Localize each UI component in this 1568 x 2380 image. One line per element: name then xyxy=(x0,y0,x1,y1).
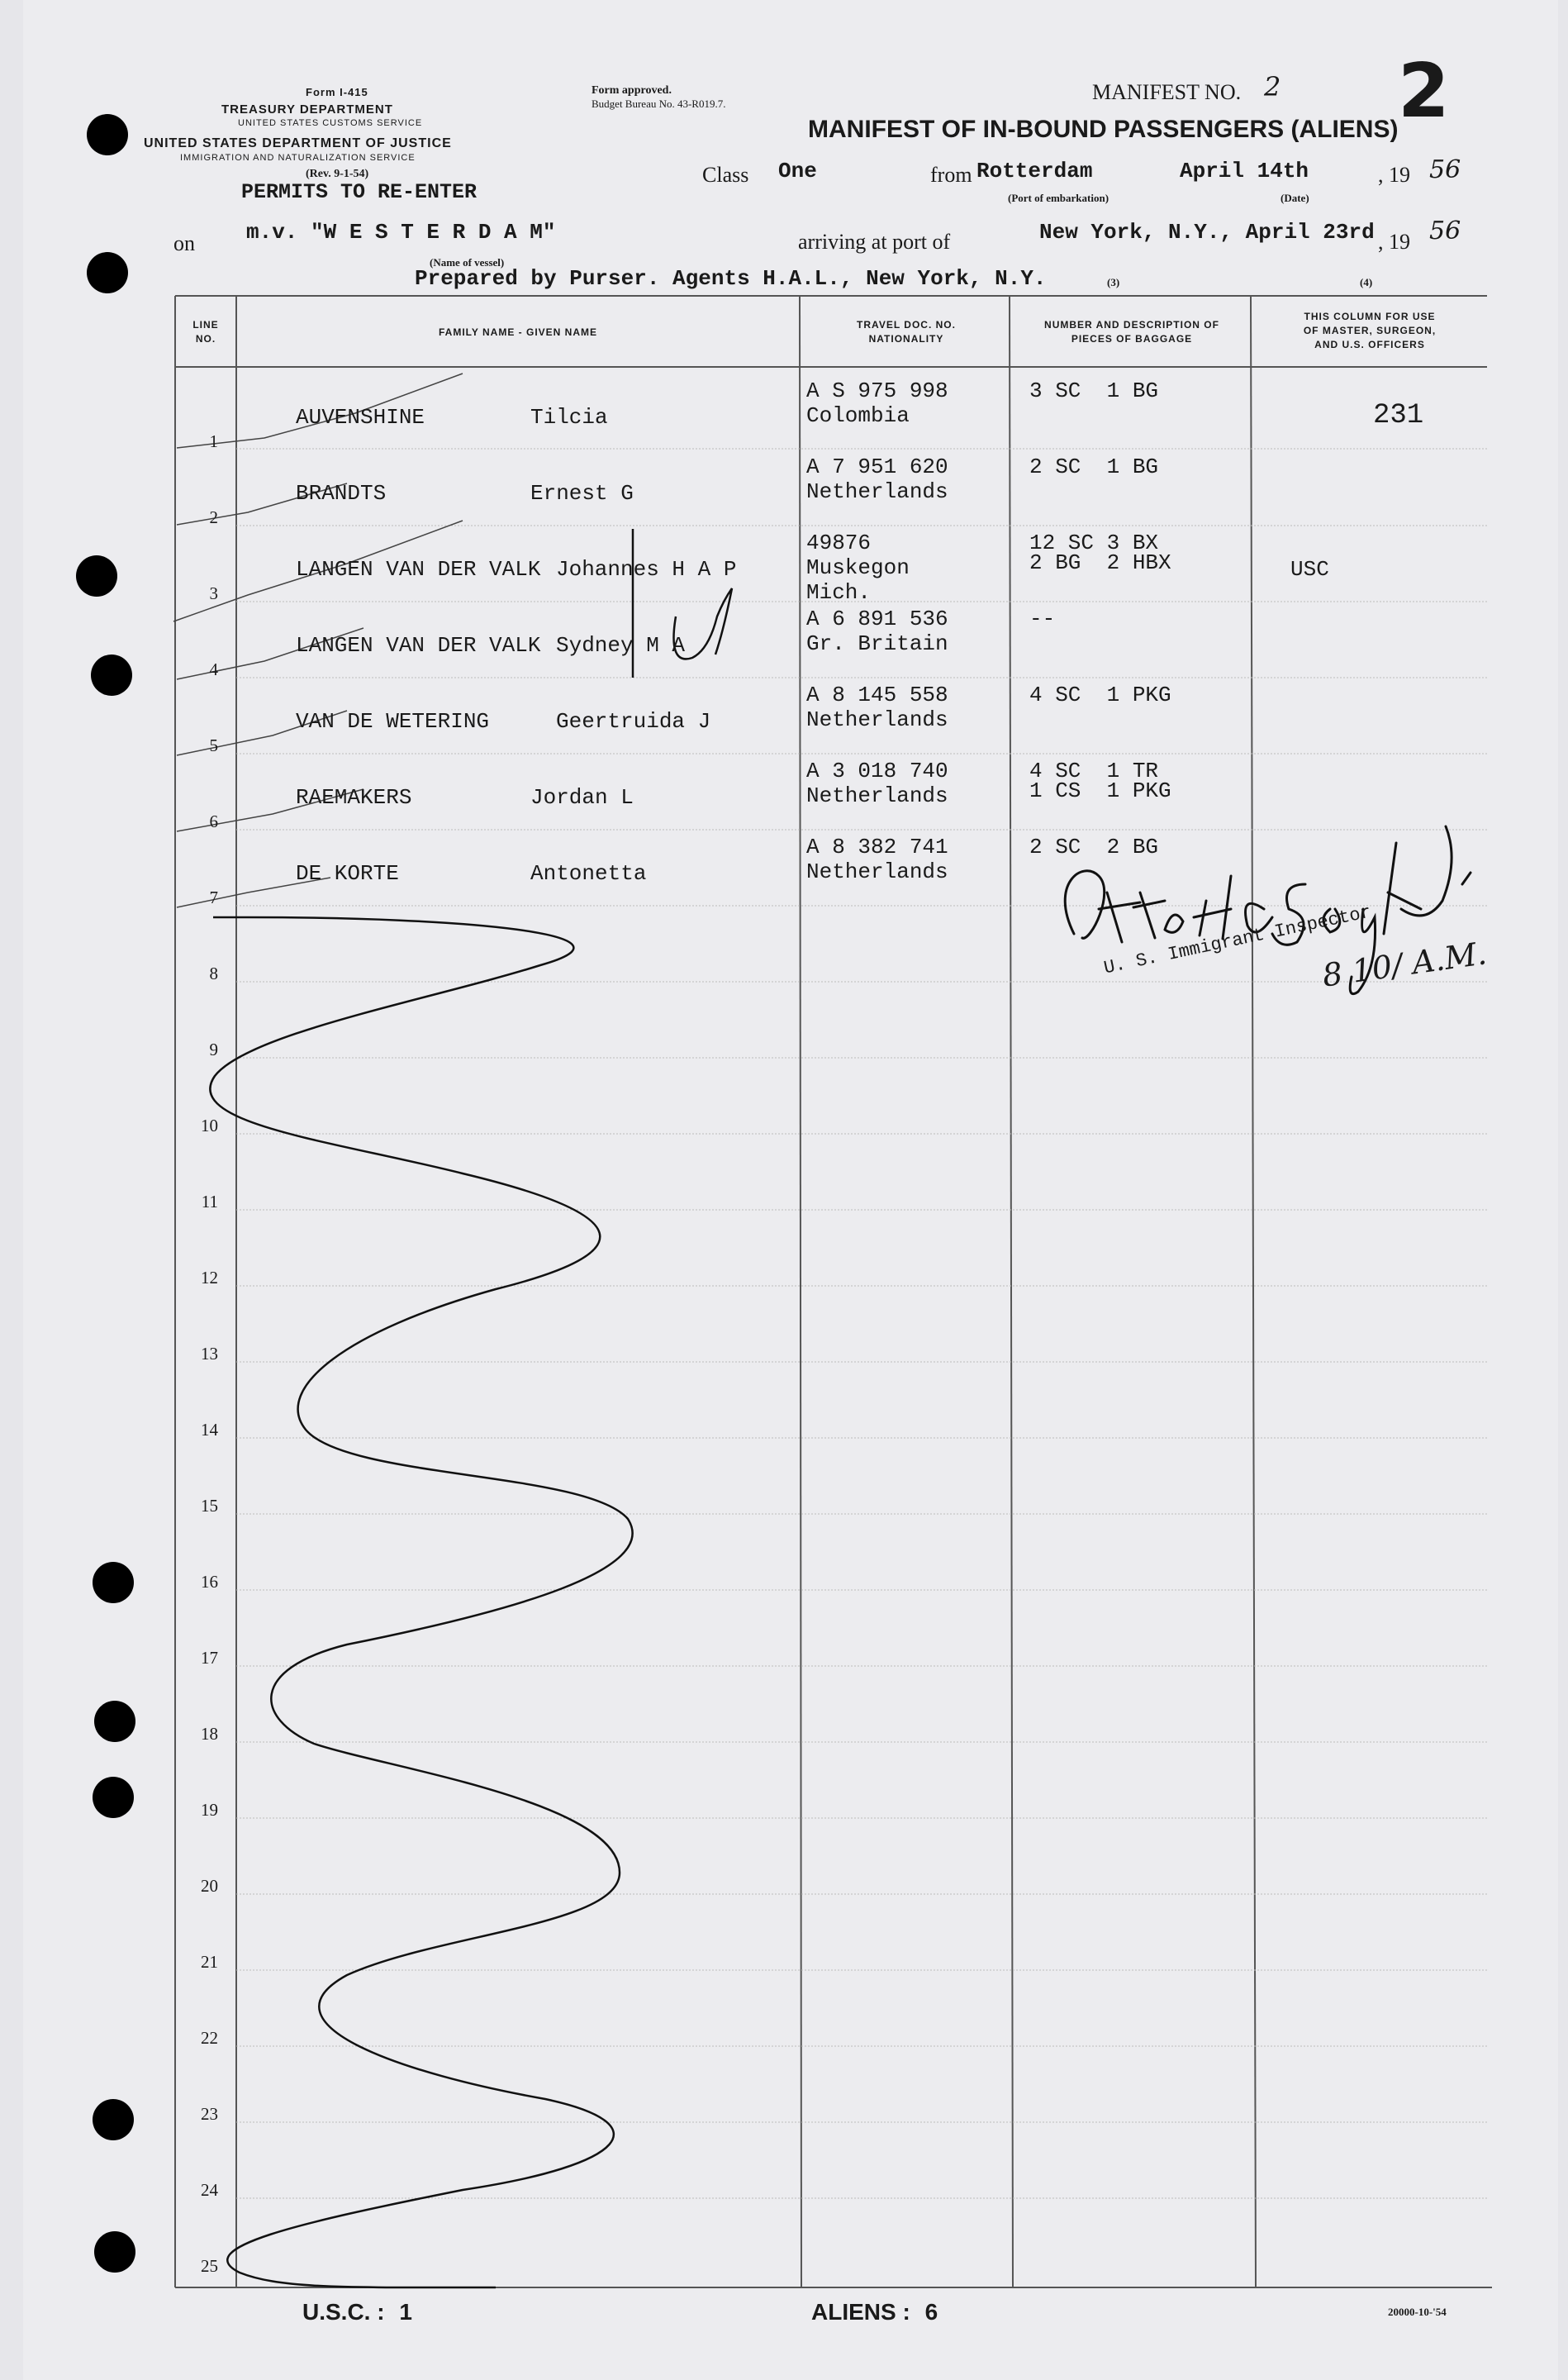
given-name: Tilcia xyxy=(530,405,608,430)
nationality: Muskegon xyxy=(806,555,910,580)
vessel-caption: (Name of vessel) xyxy=(430,256,505,269)
inspector-signature xyxy=(1057,793,1520,1033)
given-name: Sydney M A xyxy=(556,633,686,658)
family-name: VAN DE WETERING xyxy=(296,709,490,734)
baggage-line-1: 2 SC 2 BG xyxy=(1029,835,1159,859)
aliens-value: 6 xyxy=(924,2299,938,2325)
year-2: 56 xyxy=(1429,217,1461,245)
line-number: 10 xyxy=(201,1116,218,1135)
baggage-line-1: -- xyxy=(1029,607,1056,631)
form-approved: Form approved. xyxy=(592,84,672,97)
line-number: 17 xyxy=(201,1648,218,1668)
treasury-department: TREASURY DEPARTMENT xyxy=(221,102,393,117)
col-header-baggage: NUMBER AND DESCRIPTION OF PIECES OF BAGGAGE xyxy=(1044,319,1219,345)
baggage-line-1: 4 SC 1 PKG xyxy=(1029,683,1171,707)
travel-doc-number: A 3 018 740 xyxy=(806,759,948,783)
usc-label: U.S.C. : xyxy=(302,2299,385,2325)
manifest-title: MANIFEST OF IN-BOUND PASSENGERS (ALIENS) xyxy=(808,116,1399,143)
line-number: 7 xyxy=(209,888,218,907)
line-number: 13 xyxy=(201,1344,218,1364)
class-label: Class xyxy=(702,163,749,187)
nationality: Gr. Britain xyxy=(806,631,948,656)
on-label: on xyxy=(173,231,195,255)
aliens-total xyxy=(811,2299,938,2325)
usc-total xyxy=(302,2299,412,2325)
nationality: Netherlands xyxy=(806,859,948,884)
family-name: AUVENSHINE xyxy=(296,405,425,430)
col-header-line-no: LINE NO. xyxy=(192,319,219,345)
form-revision: (Rev. 9-1-54) xyxy=(306,168,369,180)
given-name: Jordan L xyxy=(530,785,634,810)
prepared-by: Prepared by Purser. Agents H.A.L., New York, N.Y. xyxy=(415,266,1047,291)
family-name: DE KORTE xyxy=(296,861,399,886)
nationality-line-3: Mich. xyxy=(806,580,872,605)
year-prefix-1: , 19 xyxy=(1378,163,1410,187)
family-name: LANGEN VAN DER VALK xyxy=(296,633,541,658)
date-caption: (Date) xyxy=(1281,192,1309,204)
line-number: 12 xyxy=(201,1268,218,1288)
note-3: (3) xyxy=(1107,276,1120,288)
family-name: BRANDTS xyxy=(296,481,387,506)
col-header-officers: THIS COLUMN FOR USE OF MASTER, SURGEON, AND U.S. OFFICERS xyxy=(1303,311,1437,350)
nationality: Netherlands xyxy=(806,783,948,808)
usc-value: 1 xyxy=(399,2299,412,2325)
baggage-line-1: 2 SC 1 BG xyxy=(1029,455,1159,479)
department-of-justice: UNITED STATES DEPARTMENT OF JUSTICE xyxy=(144,136,452,150)
line-number: 8 xyxy=(209,964,218,983)
manifest-no-label: MANIFEST NO. xyxy=(1092,80,1242,104)
line-number: 2 xyxy=(209,507,218,527)
manifest-no-large: 2 xyxy=(1398,48,1450,135)
class-value: One xyxy=(778,159,817,183)
year-prefix-2: , 19 xyxy=(1378,230,1410,254)
budget-bureau: Budget Bureau No. 43-R019.7. xyxy=(592,98,726,110)
travel-doc-number: A 8 145 558 xyxy=(806,683,948,707)
baggage-line-1: 4 SC 1 TR xyxy=(1029,759,1159,783)
travel-doc-number: 49876 xyxy=(806,531,872,555)
baggage-line-1: 12 SC 3 BX xyxy=(1029,531,1159,555)
customs-service: UNITED STATES CUSTOMS SERVICE xyxy=(238,118,423,128)
nationality: Colombia xyxy=(806,403,910,428)
line-number: 24 xyxy=(201,2180,218,2200)
permits-to-reenter: PERMITS TO RE-ENTER xyxy=(241,180,478,204)
arrival-port-date: New York, N.Y., April 23rd xyxy=(1039,220,1375,245)
line-number: 25 xyxy=(201,2256,218,2276)
travel-doc-number: A S 975 998 xyxy=(806,378,948,403)
line-number: 14 xyxy=(201,1420,218,1440)
line-number: 3 xyxy=(209,583,218,603)
line-number: 23 xyxy=(201,2104,218,2124)
baggage-line-2: 1 CS 1 PKG xyxy=(1029,778,1171,803)
port-of-embarkation: Rotterdam xyxy=(976,159,1093,183)
from-label: from xyxy=(930,163,972,187)
year-1: 56 xyxy=(1429,155,1461,184)
line-number: 1 xyxy=(209,431,218,451)
travel-doc-number: A 8 382 741 xyxy=(806,835,948,859)
line-number: 21 xyxy=(201,1952,218,1972)
port-caption: (Port of embarkation) xyxy=(1008,192,1109,204)
col-header-name: FAMILY NAME - GIVEN NAME xyxy=(438,326,598,338)
line-number: 19 xyxy=(201,1800,218,1820)
line-number: 5 xyxy=(209,735,218,755)
cancellation-wave xyxy=(210,917,632,2287)
aliens-label: ALIENS : xyxy=(811,2299,910,2325)
manifest-no-value: 2 xyxy=(1264,71,1281,102)
nationality: Netherlands xyxy=(806,479,948,504)
given-name: Johannes H A P xyxy=(556,557,737,582)
baggage-line-2: 2 BG 2 HBX xyxy=(1029,550,1171,575)
line-number: 4 xyxy=(209,659,218,679)
inspection-time: 8 10/ A.M. xyxy=(1319,935,1490,994)
nationality: Netherlands xyxy=(806,707,948,732)
line-number: 15 xyxy=(201,1496,218,1516)
given-name: Ernest G xyxy=(530,481,634,506)
ins-service: IMMIGRATION AND NATURALIZATION SERVICE xyxy=(180,153,416,163)
travel-doc-number: A 6 891 536 xyxy=(806,607,948,631)
family-name: RAEMAKERS xyxy=(296,785,412,810)
arriving-label: arriving at port of xyxy=(798,230,951,254)
form-code: 20000-10-'54 xyxy=(1388,2306,1447,2318)
col-header-travel-doc: TRAVEL DOC. NO. NATIONALITY xyxy=(857,319,956,345)
note-4: (4) xyxy=(1360,276,1373,288)
line-number: 9 xyxy=(209,1040,218,1059)
form-number: Form I-415 xyxy=(306,86,368,98)
inspector-title: U. S. Immigrant Inspector xyxy=(1102,902,1374,979)
line-number: 22 xyxy=(201,2028,218,2048)
embarkation-date: April 14th xyxy=(1180,159,1309,183)
travel-doc-number: A 7 951 620 xyxy=(806,455,948,479)
family-name: LANGEN VAN DER VALK xyxy=(296,557,541,582)
line-number: 18 xyxy=(201,1724,218,1744)
line-number: 11 xyxy=(201,1192,218,1211)
given-name: Geertruida J xyxy=(556,709,711,734)
baggage-line-1: 3 SC 1 BG xyxy=(1029,378,1159,403)
officer-note: USC xyxy=(1290,557,1329,582)
officer-note-number: 231 xyxy=(1373,400,1424,431)
vessel-name: m.v. "W E S T E R D A M" xyxy=(246,220,556,245)
line-number: 20 xyxy=(201,1876,218,1896)
line-number: 6 xyxy=(209,812,218,831)
line-number: 16 xyxy=(201,1572,218,1592)
given-name: Antonetta xyxy=(530,861,647,886)
